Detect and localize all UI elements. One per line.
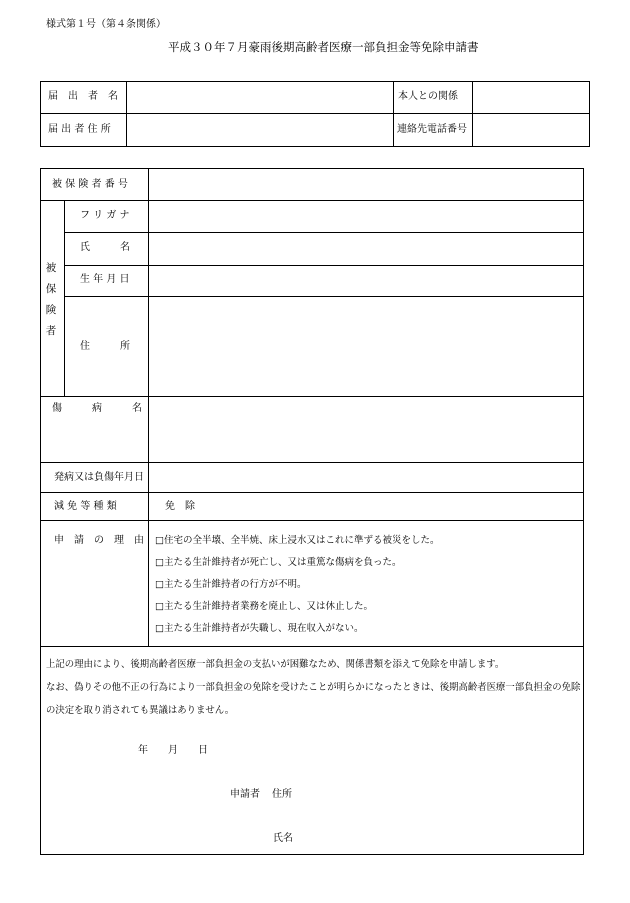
declaration-line-3: の決定を取り消されても異議はありません。 (46, 705, 235, 716)
form-number: 様式第１号（第４条関係） (46, 19, 166, 30)
applicant-address-label: 住所 (272, 789, 292, 800)
injury-label: 傷 病 名 (52, 403, 142, 414)
insured-group-label: 被保険者 (44, 262, 57, 346)
dob-label: 生 年 月 日 (80, 274, 130, 285)
divider (40, 113, 590, 114)
insured-address-field[interactable] (150, 298, 582, 395)
furigana-label: フ リ ガ ナ (80, 210, 130, 221)
divider (472, 81, 473, 147)
date-label: 年 月 日 (138, 745, 208, 756)
divider (148, 168, 149, 646)
relation-label: 本人との関係 (398, 91, 458, 102)
applicant-label: 申請者 (230, 789, 260, 800)
name-field[interactable] (150, 234, 582, 264)
insured-number-field[interactable] (150, 169, 582, 199)
divider (393, 81, 394, 147)
applicant-address-field[interactable] (300, 784, 570, 804)
reason-option-4[interactable]: □主たる生計維持者業務を廃止し、又は休止した。 (155, 601, 373, 612)
divider (64, 265, 584, 266)
divider (40, 646, 584, 647)
page-title: 平成３０年７月豪雨後期高齢者医療一部負担金等免除申請書 (168, 40, 479, 54)
onset-field[interactable] (150, 464, 582, 491)
applicant-name-field[interactable] (300, 828, 570, 848)
injury-field[interactable] (150, 398, 582, 461)
name-label: 氏 名 (80, 242, 130, 253)
furigana-field[interactable] (150, 202, 582, 231)
exemption-type-value: 免 除 (165, 501, 195, 512)
divider (40, 200, 584, 201)
divider (64, 232, 584, 233)
phone-field[interactable] (474, 115, 588, 145)
divider (40, 492, 584, 493)
phone-label: 連絡先電話番号 (397, 124, 467, 135)
notifier-name-label: 届 出 者 名 (48, 91, 118, 102)
divider (40, 396, 584, 397)
relation-field[interactable] (474, 82, 588, 112)
divider (64, 296, 584, 297)
reason-option-3[interactable]: □主たる生計維持者の行方が不明。 (155, 579, 307, 590)
divider (40, 520, 584, 521)
applicant-name-label: 氏名 (273, 833, 293, 844)
reason-label: 申 請 の 理 由 (54, 535, 144, 546)
divider (126, 81, 127, 147)
notifier-name-field[interactable] (128, 82, 391, 112)
notifier-address-label: 届 出 者 住 所 (48, 124, 111, 135)
reason-option-2[interactable]: □主たる生計維持者が死亡し、又は重篤な傷病を負った。 (155, 557, 402, 568)
reason-option-5[interactable]: □主たる生計維持者が失職し、現在収入がない。 (155, 623, 364, 634)
notifier-address-field[interactable] (128, 115, 391, 145)
reason-option-1[interactable]: □住宅の全半壊、全半焼、床上浸水又はこれに準ずる被災をした。 (155, 535, 440, 546)
exemption-type-label: 減 免 等 種 類 (54, 501, 117, 512)
divider (40, 462, 584, 463)
onset-label: 発病又は負傷年月日 (54, 472, 144, 483)
declaration-line-2: なお、偽りその他不正の行為により一部負担金の免除を受けたことが明らかになったときは、後期高齢者医療一部負担金の免除 (46, 682, 581, 693)
insured-number-label: 被 保 険 者 番 号 (52, 179, 128, 190)
declaration-line-1: 上記の理由により、後期高齢者医療一部負担金の支払いが困難なため、関係書類を添えて免除を申請します。 (46, 659, 505, 670)
insured-address-label: 住 所 (80, 341, 130, 352)
divider (64, 200, 65, 396)
dob-field[interactable] (150, 267, 582, 295)
